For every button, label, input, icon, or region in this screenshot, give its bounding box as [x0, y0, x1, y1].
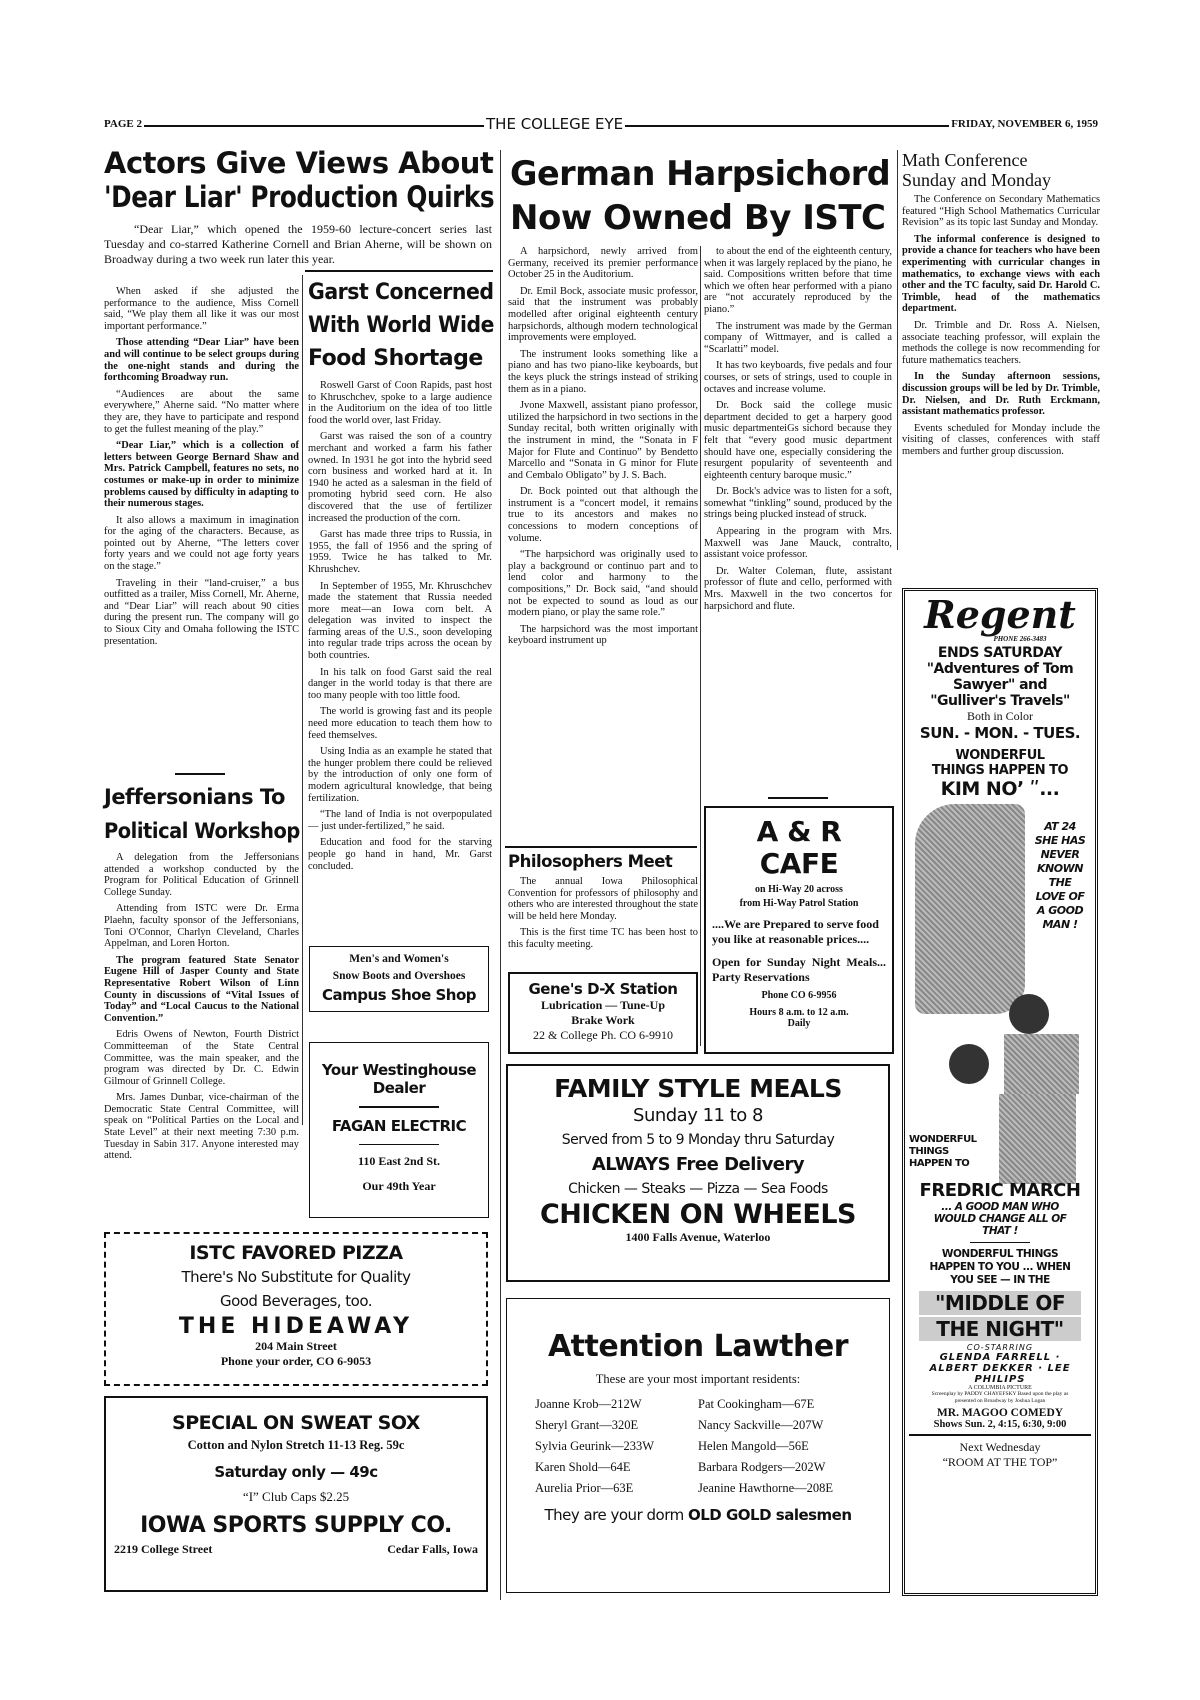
- decorative-dot: [949, 1044, 989, 1084]
- resident-entry: Sylvia Geurink—233W: [535, 1439, 655, 1453]
- column-rule: [700, 246, 701, 1046]
- old-gold-lawther-ad: [506, 1298, 890, 1593]
- ad-text: on Hi-Way 20 across: [755, 884, 843, 895]
- ad-text: Lubrication — Tune-Up: [540, 998, 666, 1012]
- resident-entry: Sheryl Grant—320E: [535, 1418, 639, 1432]
- divider: [970, 1242, 1030, 1243]
- headline-line: German Harpsichord: [510, 154, 891, 194]
- paragraph: The instrument looks something like a piano and has two piano-like keyboards, but the keys pluck the strings instead of striking them as in a piano.: [508, 348, 698, 395]
- ad-business-name: FAGAN ELECTRIC: [331, 1116, 467, 1135]
- ad-text: Cotton and Nylon Stretch 11-13 Reg. 59c: [187, 1438, 405, 1452]
- ad-phone: 22 & College Ph. CO 6-9910: [533, 1028, 673, 1042]
- paragraph: “Audiences are about the same everywhere,” Aherne said. “No matter where they are, they have to participate and respond to get the fullest meaning of the play.”: [104, 388, 299, 435]
- ad-text: Next Wednesday: [959, 1439, 1041, 1454]
- ad-phone: Phone your order, CO 6-9053: [220, 1354, 372, 1368]
- ad-text: Good Beverages, too.: [219, 1292, 373, 1310]
- ad-address: 204 Main Street: [255, 1339, 337, 1353]
- divider: [175, 773, 225, 775]
- philosophers-headline: Philosophers Meet: [508, 852, 673, 871]
- ad-city: Cedar Falls, Iowa: [387, 1542, 478, 1556]
- headline-line: 'Dear Liar' Production Quirks: [104, 180, 495, 214]
- resident-entry: Barbara Rodgers—202W: [698, 1460, 826, 1474]
- decorative-dot: [1009, 994, 1049, 1034]
- ad-address: 110 East 2nd St.: [357, 1154, 441, 1168]
- cast-names: GLENDA FARRELL · ALBERT DEKKER · LEE PHILIPS: [929, 1352, 1071, 1385]
- ad-text: Sunday 11 to 8: [633, 1105, 763, 1126]
- paragraph: Attending from ISTC were Dr. Erma Plaehn, faculty sponsor of the Jeffersonians, Toni O'Connor, Charlyn Cleveland, Charles Appelman, and Loren Horton.: [104, 903, 299, 950]
- resident-entry: Karen Shold—64E: [535, 1460, 631, 1474]
- jeff-headline: [104, 780, 300, 848]
- ad-text: OLD GOLD salesmen: [687, 1506, 852, 1524]
- ad-text: Daily: [787, 1018, 811, 1029]
- divider: [505, 846, 697, 848]
- paragraph: Dr. Bock's advice was to listen for a soft, somewhat “tinkling” sound, produced by the strings being plucked instead of struck.: [704, 486, 892, 521]
- campus-shoe-shop-ad: [309, 946, 489, 1012]
- ad-business-name: Gene's D-X Station: [528, 980, 678, 998]
- paragraph: The informal conference is designed to provide a chance for teachers who have been experimenting with curricular changes in mathematics, to exchange views with each other and the TC faculty, said Dr. Harold C. Trimble, head of the mathematics department.: [902, 233, 1100, 315]
- ad-headline: SPECIAL ON SWEAT SOX: [172, 1412, 420, 1434]
- paragraph: Dr. Bock pointed out that although the instrument is a “concert model, it remains true to its ancestors and makes no concessions to modern conceptions of volume.: [508, 486, 698, 544]
- ad-footer: [507, 1506, 889, 1524]
- paragraph: “Dear Liar,” which is a collection of letters between George Bernard Shaw and Mrs. Patrick Campbell, features no sets, no costumes or make-up in order to minimize problems caused by difficulty in adapting to their numerous stages.: [104, 440, 299, 510]
- ad-text: ALWAYS Free Delivery: [591, 1154, 805, 1175]
- actor-name: KIM NOʼ ʺ...: [940, 778, 1060, 800]
- paragraph: “Dear Liar,” which opened the 1959-60 lecture-concert series last Tuesday and co-starred Katherine Cornell and Brian Aherne, will be shown on Broadway during a two week run later this year.: [104, 222, 492, 266]
- resident-entry: Jeanine Hawthorne—208E: [698, 1481, 834, 1495]
- residents-list: [535, 1397, 861, 1496]
- headline-line: Food Shortage: [308, 346, 483, 371]
- ad-hours: Hours 8 a.m. to 12 a.m.: [749, 1007, 849, 1018]
- ad-text: There's No Substitute for Quality: [181, 1268, 411, 1286]
- ad-text: Saturday only — 49c: [214, 1463, 378, 1481]
- headline-line: Political Workshop: [104, 819, 300, 843]
- ad-text: Both in Color: [966, 709, 1033, 723]
- movie-title: THE NIGHT": [919, 1317, 1081, 1341]
- regent-logo: Regent: [924, 592, 1076, 637]
- paragraph: Appearing in the program with Mrs. Maxwell was Jane Mauck, contralto, assistant voice professor.: [704, 526, 892, 561]
- paragraph: Garst was raised the son of a country merchant and worked a farm his father owned. In 1931 he got into the hybrid seed corn business and worked hard at it. In 1940 he acted as a salesman in the field of promoting hybrid seed corn. He also discovered that the use of fertilizer increased the production of the corn.: [308, 431, 492, 524]
- ad-text: Chicken — Steaks — Pizza — Sea Foods: [568, 1181, 828, 1197]
- photo-area: [909, 804, 1091, 1094]
- resident-entry: Nancy Sackville—207W: [698, 1418, 824, 1432]
- paragraph: Events scheduled for Monday include the visiting of classes, conferences with staff members and further group discussion.: [902, 422, 1100, 457]
- headline-line: Actors Give Views About: [104, 146, 494, 180]
- ad-address: 2219 College Street: [114, 1542, 213, 1556]
- actors-headline: [104, 146, 494, 214]
- paragraph: to about the end of the eighteenth century, when it was largely replaced by the piano, he said. Compositions written before that time which we often hear performed with a piano are “not accurately reproduced by the piano.”: [704, 246, 892, 315]
- paragraph: When asked if she adjusted the performance to the audience, Miss Cornell said, “We play them all like it was our most important performance.”: [104, 286, 299, 332]
- garst-body: [308, 380, 492, 938]
- ad-text: CO-STARRING: [966, 1343, 1034, 1352]
- paragraph: Traveling in their “land-cruiser,” a bus outfitted as a trailer, Miss Cornell, Mr. Aherne, and “Dear Liar” will reach about 90 cities during the present run. The company will go to Sioux City and Omaha following the ISTC presentation.: [104, 577, 299, 647]
- kim-novak-photo: [915, 804, 1025, 1014]
- resident-entry: Aurelia Prior—63E: [535, 1481, 634, 1495]
- paragraph: Dr. Bock said the college music department decided to get a harpery good music departmenteiGs sichord because they felt that “every good music department should have one, especially considering the resurgent popularity of seventeenth and eighteenth century baroque music.”: [704, 400, 892, 481]
- fagan-electric-ad: [309, 1042, 489, 1218]
- ad-text: They are your dorm: [544, 1506, 688, 1524]
- ad-headline: FAMILY STYLE MEALS: [554, 1074, 842, 1103]
- headline-line: Jeffersonians To: [104, 785, 285, 809]
- show-days: SUN. - MON. - TUES.: [919, 724, 1081, 742]
- ad-text: Men's and Women's: [349, 953, 449, 965]
- headline-line: Sunday and Monday: [902, 170, 1051, 190]
- paragraph: Dr. Walter Coleman, flute, assistant professor of flute and cello, performed with Mrs. Maxwell in the two concertos for harpsichord and flute.: [704, 565, 892, 612]
- paragraph: In the Sunday afternoon sessions, discussion groups will be led by Dr. Trimble, Dr. Nielsen, and Dr. Ruth Erckmann, assistant mathematics professor.: [902, 371, 1100, 418]
- headline-line: With World Wide: [308, 313, 494, 338]
- paragraph: The annual Iowa Philosophical Convention for professors of philosophy and others who are interested throughout the state will be held here Monday.: [508, 876, 698, 922]
- math-headline: [902, 150, 1102, 190]
- ad-phone: Phone CO 6-9956: [761, 990, 837, 1001]
- divider: [768, 797, 828, 799]
- paragraph: “The land of India is not overpopulated — just under-fertilized,” he said.: [308, 809, 492, 832]
- ad-text: Served from 5 to 9 Monday thru Saturday: [561, 1132, 835, 1148]
- paragraph: In September of 1955, Mr. Khruschchev made the statement that Russia needed more meat—an Iowa corn belt. A delegation was invited to inspect the farming areas of the U.S., soon developing into regular trade trips across the ocean by both countries.: [308, 580, 492, 662]
- ad-business-name: Campus Shoe Shop: [321, 986, 477, 1004]
- hideaway-pizza-ad: [104, 1232, 488, 1386]
- ad-text: Your Westinghouse: [321, 1061, 477, 1079]
- showtimes: Shows Sun. 2, 4:15, 6:30, 9:00: [933, 1419, 1067, 1430]
- movie-title: “ROOM AT THE TOP”: [942, 1454, 1058, 1469]
- paragraph: This is the first time TC has been host to this faculty meeting.: [508, 927, 698, 950]
- paragraph: The instrument was made by the German company of Wittmayer, and is called a “Scarlatti” model.: [704, 320, 892, 355]
- paragraph: Education and food for the starving people go hand in hand, Mr. Garst concluded.: [308, 837, 492, 872]
- actors-body: [104, 286, 299, 766]
- genes-dx-station-ad: [508, 972, 698, 1054]
- headline-line: Math Conference: [902, 150, 1028, 170]
- iowa-sports-supply-ad: [104, 1396, 488, 1592]
- paragraph: A delegation from the Jeffersonians attended a workshop conducted by the Program for Political Education of Grinnell College Sunday.: [104, 852, 299, 898]
- ad-headline: ISTC FAVORED PIZZA: [189, 1242, 403, 1264]
- ad-text: ....We are Prepared to serve food you like at reasonable prices....: [712, 917, 879, 946]
- jeff-body: [104, 852, 299, 1162]
- paragraph: Those attending “Dear Liar” have been and will continue to be select groups during the one-night stands and during the forthcoming Broadway run.: [104, 337, 299, 384]
- page-header: [104, 115, 1098, 134]
- ad-address: 1400 Falls Avenue, Waterloo: [625, 1230, 771, 1244]
- paragraph: The program featured State Senator Eugene Hill of Jasper County and State Representative Robert Wilson of Linn County in discussions of “Vital Issues of Today” and “Local Caucus to the National Convention.”: [104, 954, 299, 1024]
- issue-date: FRIDAY, NOVEMBER 6, 1959: [951, 118, 1098, 130]
- paragraph: It has two keyboards, five pedals and four courses, or sets of strings, used to couple in octaves and increase volume.: [704, 360, 892, 395]
- masthead: THE COLLEGE EYE: [486, 115, 624, 133]
- headline-line: Now Owned By ISTC: [510, 198, 886, 238]
- column-rule: [897, 150, 898, 550]
- ad-tagline: ... A GOOD MAN WHO WOULD CHANGE ALL OF THAT !: [933, 1201, 1067, 1237]
- ad-text: WONDERFUL THINGS HAPPEN TO: [909, 1134, 977, 1169]
- page-number: PAGE 2: [104, 118, 142, 130]
- ad-business-name: CAFE: [759, 847, 839, 880]
- actor-name: FREDRIC MARCH: [919, 1180, 1081, 1201]
- paragraph: Using India as an example he stated that the hunger problem there could be relieved by the introduction of only one form of modern agricultural knowledge, that being fertilization.: [308, 746, 492, 804]
- harpsichord-headline: [510, 152, 890, 240]
- chicken-on-wheels-ad: [506, 1064, 890, 1282]
- paragraph: The world is growing fast and its people need more education to teach them how to feed themselves.: [308, 706, 492, 741]
- ad-tagline: AT 24 SHE HAS NEVER KNOWN THE LOVE OF A GOOD MAN !: [1034, 820, 1086, 931]
- headline-line: Garst Concerned: [308, 280, 494, 305]
- divider: [909, 1434, 1091, 1436]
- resident-entry: Joanne Krob—212W: [535, 1397, 642, 1411]
- paragraph: Dr. Trimble and Dr. Ross A. Nielsen, associate teaching professor, will explain the methods the college is now recommending for future mathematics teachers.: [902, 319, 1100, 366]
- garst-headline: [308, 276, 494, 375]
- paragraph: In his talk on food Garst said the real danger in the world today is that there are too many people with too little food.: [308, 666, 492, 701]
- ad-business-name: A & R: [756, 815, 842, 848]
- ad-text: Our 49th Year: [362, 1179, 436, 1193]
- movie-title: "MIDDLE OF: [919, 1291, 1081, 1315]
- divider: [359, 1106, 439, 1108]
- ad-text: MR. MAGOO COMEDY: [936, 1407, 1064, 1419]
- paragraph: “The harpsichord was originally used to play a background or continuo part and to lend color and harmony to the compositions,” Dr. Bock said, “and should not be expected to sound as loud as our modern piano, or play the same role.”: [508, 549, 698, 619]
- math-body: [902, 194, 1100, 565]
- ad-headline: Attention Lawther: [547, 1329, 849, 1364]
- paragraph: The harpsichord was the most important keyboard instrument up: [508, 623, 698, 647]
- ad-text: from Hi-Way Patrol Station: [739, 898, 859, 909]
- paragraph: It also allows a maximum in imagination for the aging of the characters. Because, as pointed out by Aherne, “The letters cover forty years and we could not age forty years on the stage.”: [104, 514, 299, 573]
- movie-title: "Adventures of Tom Sawyer" and: [926, 661, 1074, 693]
- ad-text: These are your most important residents:: [595, 1372, 801, 1386]
- ad-text: ENDS SATURDAY: [937, 645, 1063, 661]
- paragraph: Edris Owens of Newton, Fourth District Committeeman of the State Central Committee, was the main speaker, and the program was directed by Dr. C. Edwin Gilmour of Grinnell College.: [104, 1029, 299, 1087]
- ad-business-name: IOWA SPORTS SUPPLY CO.: [140, 1513, 452, 1538]
- ar-cafe-ad: [704, 806, 894, 1054]
- column-rule: [302, 275, 303, 1125]
- movie-title: "Gulliver's Travels": [930, 693, 1070, 709]
- ad-text: Dealer: [372, 1079, 426, 1097]
- ad-business-name: THE HIDEAWAY: [178, 1314, 414, 1339]
- paragraph: Garst has made three trips to Russia, in 1955, the fall of 1956 and the spring of 1959. Twice he has talked to Mr. Khrushchev.: [308, 529, 492, 575]
- resident-entry: Pat Cookingham—67E: [698, 1397, 815, 1411]
- actors-intro: [104, 222, 492, 272]
- fredric-march-photo: [1004, 1034, 1079, 1094]
- paragraph: Jvone Maxwell, assistant piano professor, utilized the harpsichord in two sections in the Sunday recital, both written originally with the instrument in mind, the “Sonata in F Major for Flute and Continuo” by Bendetto Marcello and “Sonata in G minor for Flute and Cembalo Obligato” by J. S. Bach.: [508, 400, 698, 481]
- ad-text: WONDERFUL THINGS HAPPEN TO YOU ... WHEN YOU SEE — IN THE: [929, 1248, 1071, 1286]
- resident-entry: Helen Mangold—56E: [698, 1439, 809, 1453]
- divider: [305, 270, 493, 272]
- philosophers-body: [508, 876, 698, 966]
- paragraph: Mrs. James Dunbar, vice-chairman of the Democratic State Central Committee, will speak on “Political Parties on the Local and State Level” at their next meeting 7:30 p.m. Tuesday in Sabin 317. Anyone interested may attend.: [104, 1092, 299, 1162]
- screenplay-credit: Screenplay by PADDY CHAYEFSKY Based upon the play as presented on Broadway by Joshua Logan: [931, 1391, 1069, 1404]
- ad-text: Open for Sunday Night Meals... Party Reservations: [712, 955, 886, 984]
- fredric-march-photo-lower: [999, 1094, 1076, 1184]
- regent-theater-ad: [902, 588, 1098, 1596]
- paragraph: The Conference on Secondary Mathematics featured “High School Mathematics Curricular Revision” as its topic last Sunday and Monday.: [902, 194, 1100, 229]
- column-rule: [500, 150, 501, 1600]
- ad-text: WONDERFUL THINGS HAPPEN TO: [931, 748, 1069, 778]
- paragraph: A harpsichord, newly arrived from Germany, received its premier performance October 25 in the Auditorium.: [508, 246, 698, 281]
- paragraph: Dr. Emil Bock, associate music professor, said that the instrument was probably modelled after original eighteenth century harpsichords, although modern technological improvements were employed.: [508, 285, 698, 344]
- ad-text: Snow Boots and Overshoes: [332, 970, 466, 982]
- paragraph: Roswell Garst of Coon Rapids, past host to Khruschchev, spoke to a large audience in the Auditorium on the idea of too little food the world over, last Friday.: [308, 380, 492, 426]
- harpsichord-body-col2: [704, 246, 892, 796]
- harpsichord-body-col1: [508, 246, 698, 838]
- ad-business-name: CHICKEN ON WHEELS: [539, 1199, 856, 1230]
- studio-credit: A COLUMBIA PICTURE: [968, 1385, 1032, 1391]
- divider: [359, 1144, 439, 1146]
- ad-text: Brake Work: [571, 1013, 635, 1027]
- ad-phone: PHONE 266-3483: [993, 635, 1047, 643]
- ad-text: “I” Club Caps $2.25: [242, 1489, 350, 1504]
